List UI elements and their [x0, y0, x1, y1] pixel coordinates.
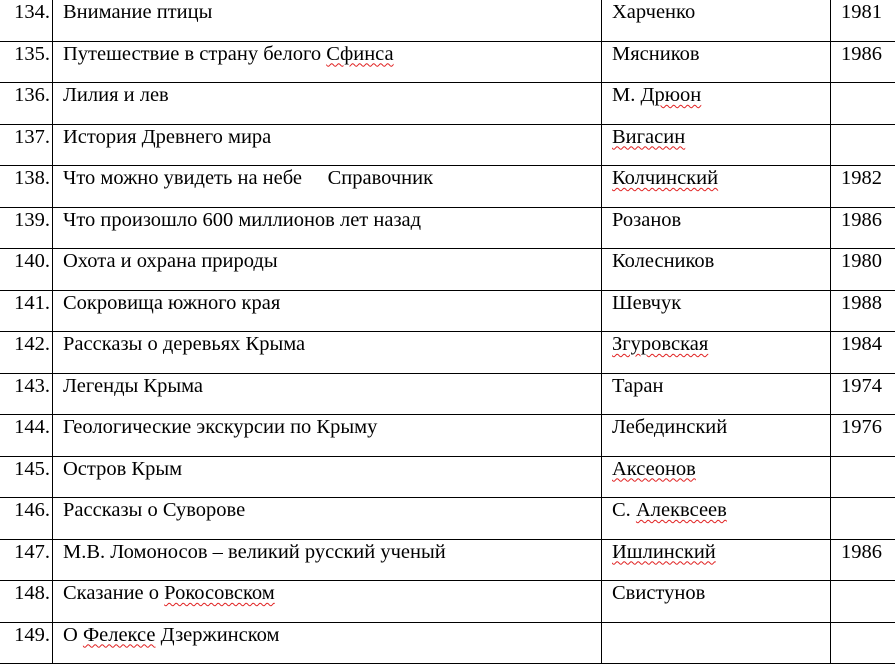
- row-number-cell: [0, 249, 53, 291]
- year-cell: [831, 41, 895, 83]
- row-number: 135.: [14, 42, 50, 66]
- author-text: Харченко: [612, 1, 695, 23]
- table-row: [0, 498, 895, 540]
- title-text: Геологические экскурсии по Крыму: [63, 416, 377, 438]
- book-title-cell: [53, 539, 602, 581]
- book-title: [63, 332, 305, 356]
- author-cell: [602, 498, 831, 540]
- row-number: 134.: [14, 0, 50, 24]
- author-text: Лебединский: [612, 416, 727, 438]
- spellcheck-flagged-word: Фелексе: [83, 624, 156, 646]
- row-number-cell: [0, 83, 53, 125]
- book-title-cell: [53, 83, 602, 125]
- year-cell: [831, 373, 895, 415]
- row-number: 149.: [14, 623, 50, 647]
- title-text: Дзержинском: [155, 624, 279, 646]
- row-number-cell: [0, 498, 53, 540]
- year-cell: [831, 0, 895, 41]
- author-cell: [602, 166, 831, 208]
- book-title: [63, 125, 271, 149]
- row-number: 147.: [14, 540, 50, 564]
- author-cell: [602, 124, 831, 166]
- publication-year: 1982: [841, 166, 882, 190]
- book-title: [63, 623, 280, 647]
- title-text: Что произошло 600 миллионов лет назад: [63, 209, 421, 231]
- author-cell: [602, 249, 831, 291]
- author-cell: [602, 373, 831, 415]
- table-row: [0, 332, 895, 374]
- author-cell: [602, 581, 831, 623]
- book-title-cell: [53, 41, 602, 83]
- table-row: [0, 622, 895, 664]
- publication-year: 1976: [841, 415, 882, 439]
- row-number-cell: [0, 207, 53, 249]
- author-name: [612, 581, 705, 605]
- year-cell: [831, 622, 895, 664]
- table-row: [0, 539, 895, 581]
- year-cell: [831, 539, 895, 581]
- title-text: История Древнего мира: [63, 126, 271, 148]
- year-cell: [831, 332, 895, 374]
- book-title: [63, 415, 377, 439]
- publication-year: 1988: [841, 291, 882, 315]
- author-name: [612, 42, 700, 66]
- row-number: 142.: [14, 332, 50, 356]
- author-name: [612, 498, 727, 522]
- spellcheck-flagged-word: Колчинский: [612, 167, 718, 189]
- row-number: 140.: [14, 249, 50, 273]
- author-name: [612, 0, 695, 24]
- row-number-cell: [0, 124, 53, 166]
- publication-year: 1986: [841, 208, 882, 232]
- spellcheck-flagged-word: Сфинса: [326, 43, 393, 65]
- author-cell: [602, 0, 831, 41]
- row-number-cell: [0, 41, 53, 83]
- row-number-cell: [0, 166, 53, 208]
- author-name: [612, 457, 696, 481]
- row-number-cell: [0, 0, 53, 41]
- title-text: Что можно увидеть на небе Справочник: [63, 167, 433, 189]
- row-number: 136.: [14, 83, 50, 107]
- row-number-cell: [0, 415, 53, 457]
- row-number-cell: [0, 290, 53, 332]
- row-number: 137.: [14, 125, 50, 149]
- author-name: [612, 83, 701, 107]
- year-cell: [831, 207, 895, 249]
- year-cell: [831, 498, 895, 540]
- author-text: Розанов: [612, 209, 681, 231]
- publication-year: 1984: [841, 332, 882, 356]
- title-text: Легенды Крыма: [63, 375, 203, 397]
- title-text: О: [63, 624, 83, 646]
- row-number: 141.: [14, 291, 50, 315]
- title-text: Рассказы о деревьях Крыма: [63, 333, 305, 355]
- book-title-cell: [53, 581, 602, 623]
- author-text: Таран: [612, 375, 663, 397]
- book-title: [63, 83, 169, 107]
- spellcheck-flagged-word: Алеквсеев: [636, 499, 727, 521]
- author-name: [612, 166, 718, 190]
- book-title: [63, 0, 212, 24]
- year-cell: [831, 166, 895, 208]
- year-cell: [831, 456, 895, 498]
- row-number: 145.: [14, 457, 50, 481]
- table-row: [0, 166, 895, 208]
- row-number: 146.: [14, 498, 50, 522]
- book-title: [63, 540, 446, 564]
- book-title: [63, 374, 203, 398]
- spellcheck-flagged-word: Дрюон: [640, 84, 701, 106]
- author-cell: [602, 456, 831, 498]
- publication-year: 1980: [841, 249, 882, 273]
- author-text: Свистунов: [612, 582, 705, 604]
- table-row: [0, 290, 895, 332]
- row-number: 139.: [14, 208, 50, 232]
- year-cell: [831, 290, 895, 332]
- row-number-cell: [0, 373, 53, 415]
- book-title-cell: [53, 622, 602, 664]
- author-text: М.: [612, 84, 640, 106]
- book-title-cell: [53, 166, 602, 208]
- book-title: [63, 208, 421, 232]
- book-title-cell: [53, 456, 602, 498]
- book-title: [63, 42, 394, 66]
- row-number-cell: [0, 332, 53, 374]
- title-text: Внимание птицы: [63, 1, 212, 23]
- table-row: [0, 207, 895, 249]
- author-cell: [602, 83, 831, 125]
- author-name: [612, 249, 714, 273]
- book-title-cell: [53, 249, 602, 291]
- book-title: [63, 166, 433, 190]
- spellcheck-flagged-word: Рокосовском: [164, 582, 275, 604]
- book-title: [63, 291, 280, 315]
- author-name: [612, 291, 681, 315]
- table-row: [0, 415, 895, 457]
- row-number-cell: [0, 456, 53, 498]
- table-row: [0, 373, 895, 415]
- row-number: 144.: [14, 415, 50, 439]
- row-number: 143.: [14, 374, 50, 398]
- author-cell: [602, 207, 831, 249]
- book-title-cell: [53, 415, 602, 457]
- spellcheck-flagged-word: Ишлинский: [612, 541, 716, 563]
- author-cell: [602, 415, 831, 457]
- spellcheck-flagged-word: Аксеонов: [612, 458, 696, 480]
- title-text: Сокровища южного края: [63, 292, 280, 314]
- row-number-cell: [0, 581, 53, 623]
- spellcheck-flagged-word: Згуровская: [612, 333, 708, 355]
- row-number-cell: [0, 622, 53, 664]
- author-cell: [602, 41, 831, 83]
- author-name: [612, 415, 727, 439]
- table-row: [0, 0, 895, 41]
- author-cell: [602, 622, 831, 664]
- book-title-cell: [53, 207, 602, 249]
- spellcheck-flagged-word: Вигасин: [612, 126, 685, 148]
- row-number: 148.: [14, 581, 50, 605]
- book-title: [63, 498, 245, 522]
- author-cell: [602, 332, 831, 374]
- table-row: [0, 124, 895, 166]
- year-cell: [831, 124, 895, 166]
- table-row: [0, 83, 895, 125]
- table-row: [0, 581, 895, 623]
- book-title-cell: [53, 373, 602, 415]
- author-text: С.: [612, 499, 636, 521]
- book-title: [63, 581, 275, 605]
- book-title-cell: [53, 290, 602, 332]
- author-name: [612, 125, 685, 149]
- year-cell: [831, 249, 895, 291]
- title-text: Остров Крым: [63, 458, 182, 480]
- table-row: [0, 41, 895, 83]
- publication-year: 1974: [841, 374, 882, 398]
- table-row: [0, 249, 895, 291]
- publication-year: 1981: [841, 0, 882, 24]
- author-name: [612, 208, 681, 232]
- author-name: [612, 540, 716, 564]
- year-cell: [831, 83, 895, 125]
- book-title: [63, 249, 278, 273]
- book-title-cell: [53, 332, 602, 374]
- book-title: [63, 457, 182, 481]
- book-title-cell: [53, 498, 602, 540]
- author-name: [612, 332, 708, 356]
- book-title-cell: [53, 0, 602, 41]
- author-text: Колесников: [612, 250, 714, 272]
- title-text: Сказание о: [63, 582, 164, 604]
- title-text: М.В. Ломоносов – великий русский ученый: [63, 541, 446, 563]
- publication-year: 1986: [841, 42, 882, 66]
- author-cell: [602, 539, 831, 581]
- author-text: Мясников: [612, 43, 700, 65]
- year-cell: [831, 581, 895, 623]
- title-text: Лилия и лев: [63, 84, 169, 106]
- title-text: Охота и охрана природы: [63, 250, 278, 272]
- author-text: Шевчук: [612, 292, 681, 314]
- author-name: [612, 374, 663, 398]
- row-number: 138.: [14, 166, 50, 190]
- publication-year: 1986: [841, 540, 882, 564]
- title-text: Путешествие в страну белого: [63, 43, 326, 65]
- book-title-cell: [53, 124, 602, 166]
- year-cell: [831, 415, 895, 457]
- author-cell: [602, 290, 831, 332]
- row-number-cell: [0, 539, 53, 581]
- title-text: Рассказы о Суворове: [63, 499, 245, 521]
- table-row: [0, 456, 895, 498]
